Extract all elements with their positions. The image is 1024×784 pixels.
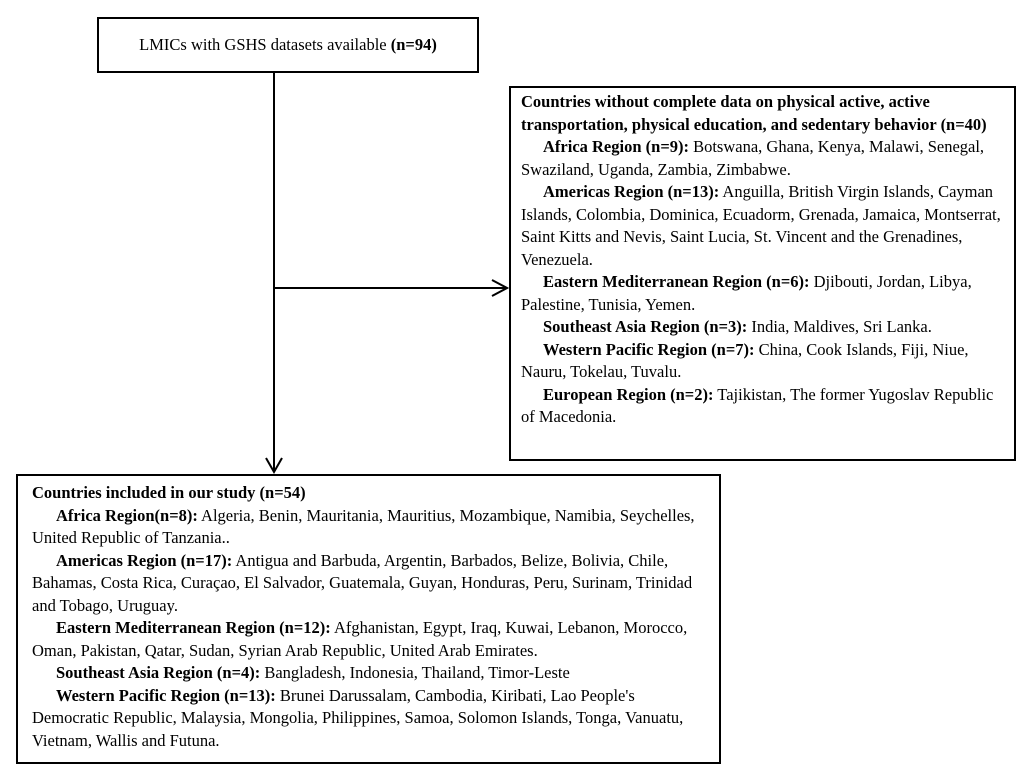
region-label: Western Pacific Region (n=13): <box>56 685 276 705</box>
region-entry <box>32 617 713 662</box>
region-label: Western Pacific Region (n=7): <box>543 339 755 359</box>
included-box <box>16 474 721 764</box>
region-label: Southeast Asia Region (n=4): <box>56 663 261 682</box>
source-count: (n=94) <box>390 35 437 54</box>
region-label: Americas Region (n=17): <box>56 550 233 570</box>
region-label: Eastern Mediterranean Region (n=6): <box>543 272 810 291</box>
region-entry <box>521 181 1008 271</box>
region-countries: Afghanistan, Egypt, Iraq, Kuwai, Lebanon, Morocco, Oman, Pakistan, Qatar, Sudan, Syrian Arab Republic, United Arab Emirates. <box>32 618 688 660</box>
excluded-box <box>509 86 1016 461</box>
region-countries: Djibouti, Jordan, Libya, Palestine, Tunisia, Yemen. <box>521 272 972 314</box>
region-entry <box>32 662 713 685</box>
region-label: Americas Region (n=13): <box>543 182 720 201</box>
region-countries: India, Maldives, Sri Lanka. <box>747 317 932 336</box>
source-label: LMICs with GSHS datasets available <box>139 35 391 54</box>
region-entry <box>32 685 713 753</box>
region-countries: Botswana, Ghana, Kenya, Malawi, Senegal, Swaziland, Uganda, Zambia, Zimbabwe. <box>521 137 985 179</box>
region-label: Eastern Mediterranean Region (n=12): <box>56 618 331 637</box>
region-label: Africa Region(n=8): <box>56 505 198 525</box>
down-arrowhead <box>266 458 282 472</box>
region-countries: Anguilla, British Virgin Islands, Cayman Islands, Colombia, Dominica, Ecuadorm, Grenada, Jamaica, Montserrat, Saint Kitts and Nevis, Saint Lucia, St. Vincent and the Grenadines, Venezuela. <box>521 182 1001 269</box>
excluded-title: Countries without complete data on physical active, active transportation, physical education, and sedentary behavior (n=40) <box>521 92 987 134</box>
region-countries: Tajikistan, The former Yugoslav Republic of Macedonia. <box>521 384 994 426</box>
region-label: European Region (n=2): <box>543 384 714 404</box>
region-countries: Brunei Darussalam, Cambodia, Kiribati, Lao People's Democratic Republic, Malaysia, Mongolia, Philippines, Samoa, Solomon Islands, Tonga, Vanuatu, Vietnam, Wallis and Futuna. <box>32 685 684 750</box>
region-entry <box>521 316 1008 339</box>
source-text <box>139 35 437 55</box>
included-title: Countries included in our study (n=54) <box>32 483 306 502</box>
region-countries: Bangladesh, Indonesia, Thailand, Timor-Leste <box>260 663 570 682</box>
region-entry <box>32 550 713 618</box>
region-entry <box>521 271 1008 316</box>
region-label: Southeast Asia Region (n=3): <box>543 317 748 336</box>
region-entry <box>521 339 1008 384</box>
region-label: Africa Region (n=9): <box>543 137 689 156</box>
right-arrowhead <box>492 280 507 296</box>
excluded-regions <box>521 136 1008 429</box>
region-countries: China, Cook Islands, Fiji, Niue, Nauru, Tokelau, Tuvalu. <box>521 339 969 381</box>
region-entry <box>521 136 1008 181</box>
source-box <box>97 17 479 73</box>
region-countries: Antigua and Barbuda, Argentin, Barbados, Belize, Bolivia, Chile, Bahamas, Costa Rica, Curaçao, El Salvador, Guatemala, Guyan, Honduras, Peru, Surinam, Trinidad and Tobago, Uruguay. <box>32 550 693 615</box>
included-regions <box>32 505 713 753</box>
region-countries: Algeria, Benin, Mauritania, Mauritius, Mozambique, Namibia, Seychelles, United Republic of Tanzania.. <box>32 505 695 547</box>
region-entry <box>32 505 713 550</box>
region-entry <box>521 384 1008 429</box>
